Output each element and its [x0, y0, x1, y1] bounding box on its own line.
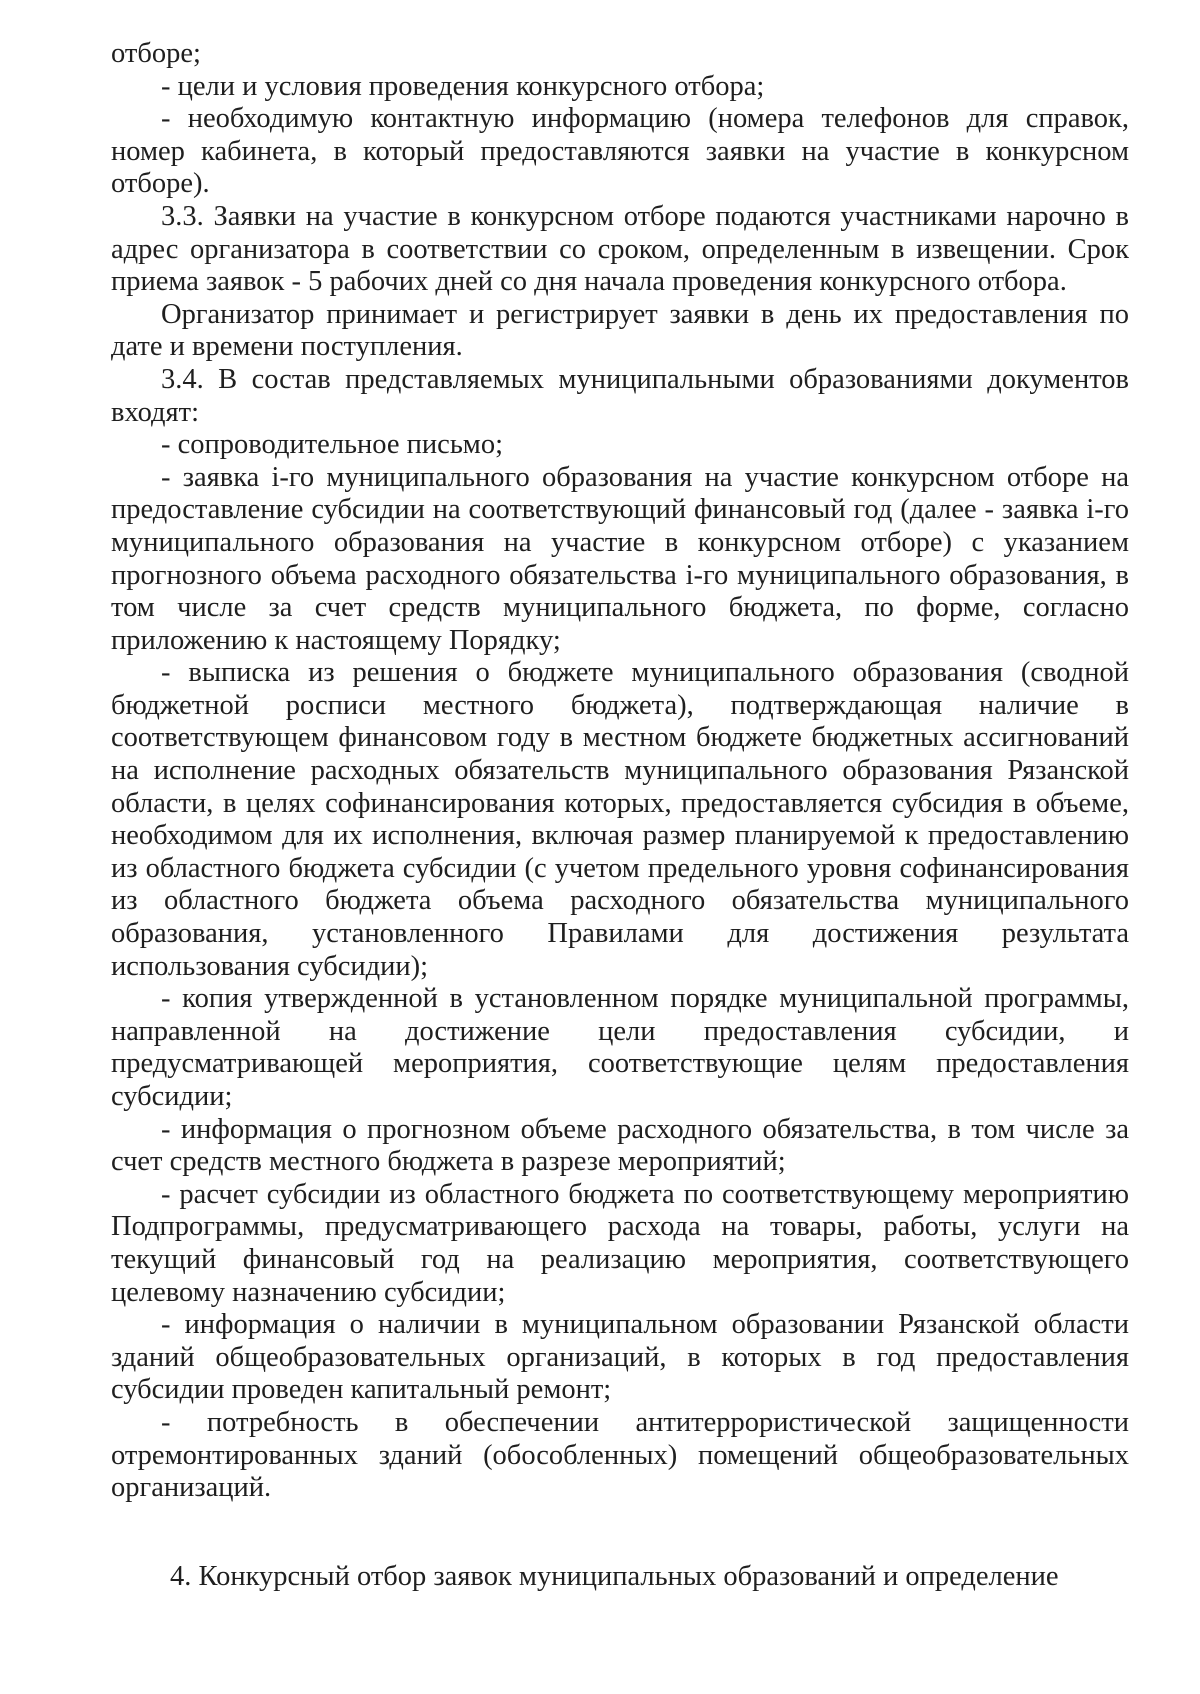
document-body: [111, 38, 1129, 1593]
paragraph-cover-letter: - сопроводительное письмо;: [161, 429, 504, 461]
paragraph-application: - заявка i-го муниципального образования на участие конкурсном отборе на предоставление субсидии на соответствующий финансовый год (далее - заявка i-го муниципального образования на участие в конкурсном отборе) с указанием прогнозного объема расходного обязательства i-го муниципального образования, в том числе за счет средств муниципального бюджета, по форме, согласно приложению к настоящему Порядку;: [111, 461, 1129, 656]
paragraph-budget-extract: - выписка из решения о бюджете муниципального образования (сводной бюджетной росписи местного бюджета), подтверждающая наличие в соответствующем финансовом году в местном бюджете бюджетных ассигнований на исполнение расходных обязательств муниципального образования Рязанской области, в целях софинансирования которых, предоставляется субсидия в объеме, необходимом для их исполнения, включая размер планируемой к предоставлению из областного бюджета субсидии (с учетом предельного уровня софинансирования из областного бюджета объема расходного обязательства муниципального образования, установленного Правилами для достижения результата использования субсидии);: [111, 657, 1129, 982]
paragraph-subsidy-calculation: - расчет субсидии из областного бюджета по соответствующему мероприятию Подпрограммы, предусматривающего расхода на товары, работы, услуги на текущий финансовый год на реализацию мероприятия, соответствующего целевому назначению субсидии;: [111, 1178, 1129, 1308]
paragraph-forecast-info: - информация о прогнозном объеме расходного обязательства, в том числе за счет средств местного бюджета в разрезе мероприятий;: [111, 1113, 1129, 1178]
paragraph-3-4: 3.4. В состав представляемых муниципальными образованиями документов входят:: [111, 363, 1129, 428]
section-heading: 4. Конкурсный отбор заявок муниципальных образований и определение: [170, 1560, 1059, 1592]
paragraph-program-copy: - копия утвержденной в установленном порядке муниципальной программы, направленной на достижение цели предоставления субсидии, и предусматривающей мероприятия, соответствующие целям предоставления субсидии;: [111, 983, 1129, 1112]
paragraph-3-3: 3.3. Заявки на участие в конкурсном отборе подаются участниками нарочно в адрес организатора в соответствии со сроком, определенным в извещении. Срок приема заявок - 5 рабочих дней со дня начала проведения конкурсного отбора.: [111, 200, 1129, 298]
paragraph-contact-info: - необходимую контактную информацию (номера телефонов для справок, номер кабинета, в который предоставляются заявки на участие в конкурсном отборе).: [111, 103, 1129, 200]
paragraph-security-need: - потребность в обеспечении антитеррористической защищенности отремонтированных зданий (обособленных) помещений общеобразовательных организаций.: [111, 1406, 1129, 1504]
paragraph-buildings-info: - информация о наличии в муниципальном образовании Рязанской области зданий общеобразовательных организаций, в которых в год предоставления субсидии проведен капитальный ремонт;: [111, 1309, 1129, 1406]
paragraph-organizer-registration: Организатор принимает и регистрирует заявки в день их предоставления по дате и времени поступления.: [111, 298, 1129, 363]
paragraph-continuation: отборе;: [111, 38, 201, 69]
paragraph-goals-conditions: - цели и условия проведения конкурсного отбора;: [161, 70, 765, 102]
